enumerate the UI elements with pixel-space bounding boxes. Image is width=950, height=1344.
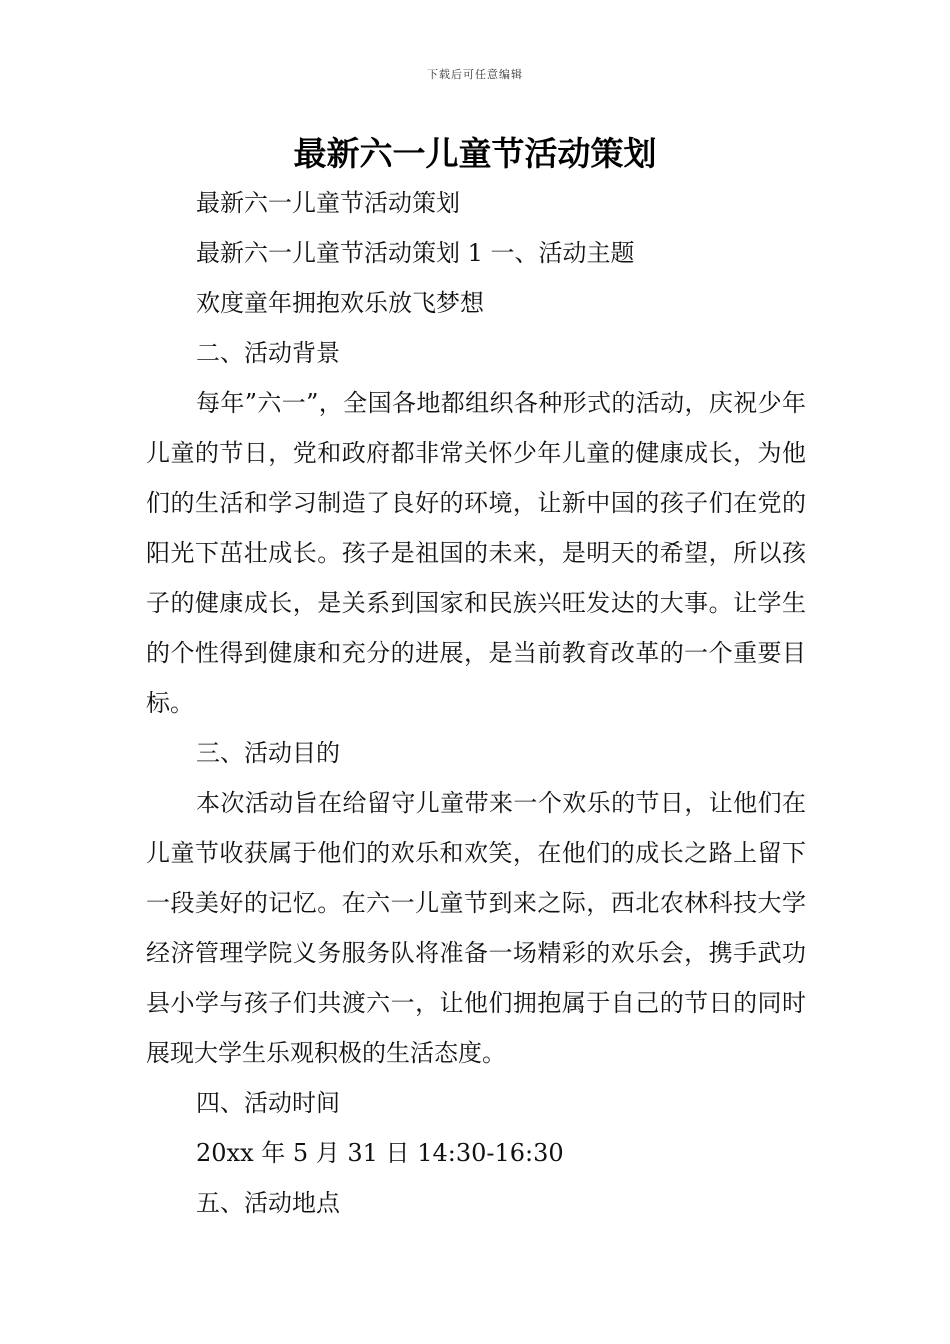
document-body	[146, 178, 806, 1228]
heading-purpose: 三、活动目的	[196, 739, 340, 767]
paragraph-purpose: 本次活动旨在给留守儿童带来一个欢乐的节日，让他们在儿童节收获属于他们的欢乐和欢笑，在他们的成长之路上留下一段美好的记忆。在六一儿童节到来之际，西北农林科技大学经济管理学院义务服务队将准备一场精彩的欢乐会，携手武功县小学与孩子们共渡六一，让他们拥抱属于自己的节日的同时展现大学生乐观积极的生活态度。	[146, 789, 806, 1067]
heading-location: 五、活动地点	[196, 1189, 340, 1217]
paragraph-background: 每年”六一”，全国各地都组织各种形式的活动，庆祝少年儿童的节日，党和政府都非常关怀少年儿童的健康成长，为他们的生活和学习制造了良好的环境，让新中国的孩子们在党的阳光下茁壮成长。孩子是祖国的未来，是明天的希望，所以孩子的健康成长，是关系到国家和民族兴旺发达的大事。让学生的个性得到健康和充分的进展，是当前教育改革的一个重要目标。	[146, 389, 806, 717]
heading-background: 二、活动背景	[196, 339, 340, 367]
paragraph-theme-text: 欢度童年拥抱欢乐放飞梦想	[196, 289, 484, 317]
paragraph-subtitle: 最新六一儿童节活动策划	[196, 189, 460, 217]
document-title: 最新六一儿童节活动策划	[293, 134, 657, 173]
page-header-note: 下载后可任意编辑	[427, 68, 523, 81]
paragraph-time: 20xx 年 5 月 31 日 14:30-16:30	[196, 1139, 564, 1167]
heading-time: 四、活动时间	[196, 1089, 340, 1117]
paragraph-section-theme: 最新六一儿童节活动策划 1 一、活动主题	[196, 239, 635, 267]
